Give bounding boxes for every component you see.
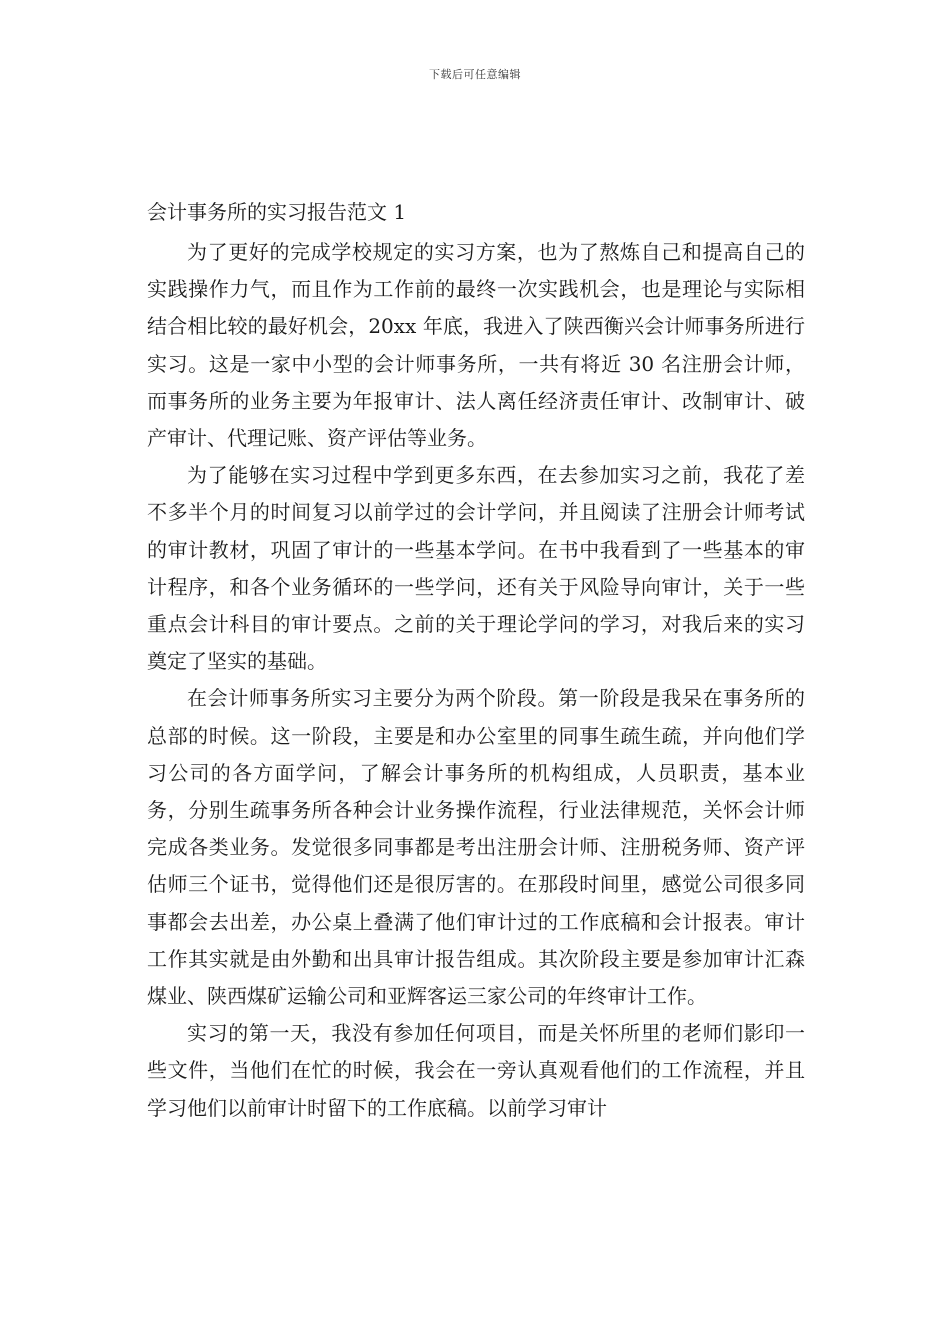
- paragraph-2: 为了能够在实习过程中学到更多东西，在去参加实习之前，我花了差不多半个月的时间复习以前学过的会计学问，并且阅读了注册会计师考试的审计教材，巩固了审计的一些基本学问。在书中我看到了一些基本的审计程序，和各个业务循环的一些学问，还有关于风险导向审计，关于一些重点会计科目的审计要点。之前的关于理论学问的学习，对我后来的实习奠定了坚实的基础。: [147, 463, 805, 674]
- paragraph-1: 为了更好的完成学校规定的实习方案，也为了熬炼自己和提高自己的实践操作力气，而且作为工作前的最终一次实践机会，也是理论与实际相结合相比较的最好机会，20xx 年底，我进入了陕西衡兴会计师事务所进行实习。这是一家中小型的会计师事务所，一共有将近 30 名注册会计师，而事务所的业务主要为年报审计、法人离任经济责任审计、改制审计、破产审计、代理记账、资产评估等业务。: [147, 240, 805, 451]
- document-body: [147, 198, 805, 1127]
- paragraph-3: 在会计师事务所实习主要分为两个阶段。第一阶段是我呆在事务所的总部的时候。这一阶段，主要是和办公室里的同事生疏生疏，并向他们学习公司的各方面学问，了解会计事务所的机构组成，人员职责，基本业务，分别生疏事务所各种会计业务操作流程，行业法律规范，关怀会计师完成各类业务。发觉很多同事都是考出注册会计师、注册税务师、资产评估师三个证书，觉得他们还是很厉害的。在那段时间里，感觉公司很多同事都会去出差，办公桌上叠满了他们审计过的工作底稿和会计报表。审计工作其实就是由外勤和出具审计报告组成。其次阶段主要是参加审计汇森煤业、陕西煤矿运输公司和亚辉客运三家公司的年终审计工作。: [147, 686, 805, 1009]
- paragraph-4: 实习的第一天，我没有参加任何项目，而是关怀所里的老师们影印一些文件，当他们在忙的时候，我会在一旁认真观看他们的工作流程，并且学习他们以前审计时留下的工作底稿。以前学习审计: [147, 1021, 805, 1120]
- page-header-note: 下载后可任意编辑: [429, 68, 521, 81]
- document-title: 会计事务所的实习报告范文 1: [147, 200, 407, 224]
